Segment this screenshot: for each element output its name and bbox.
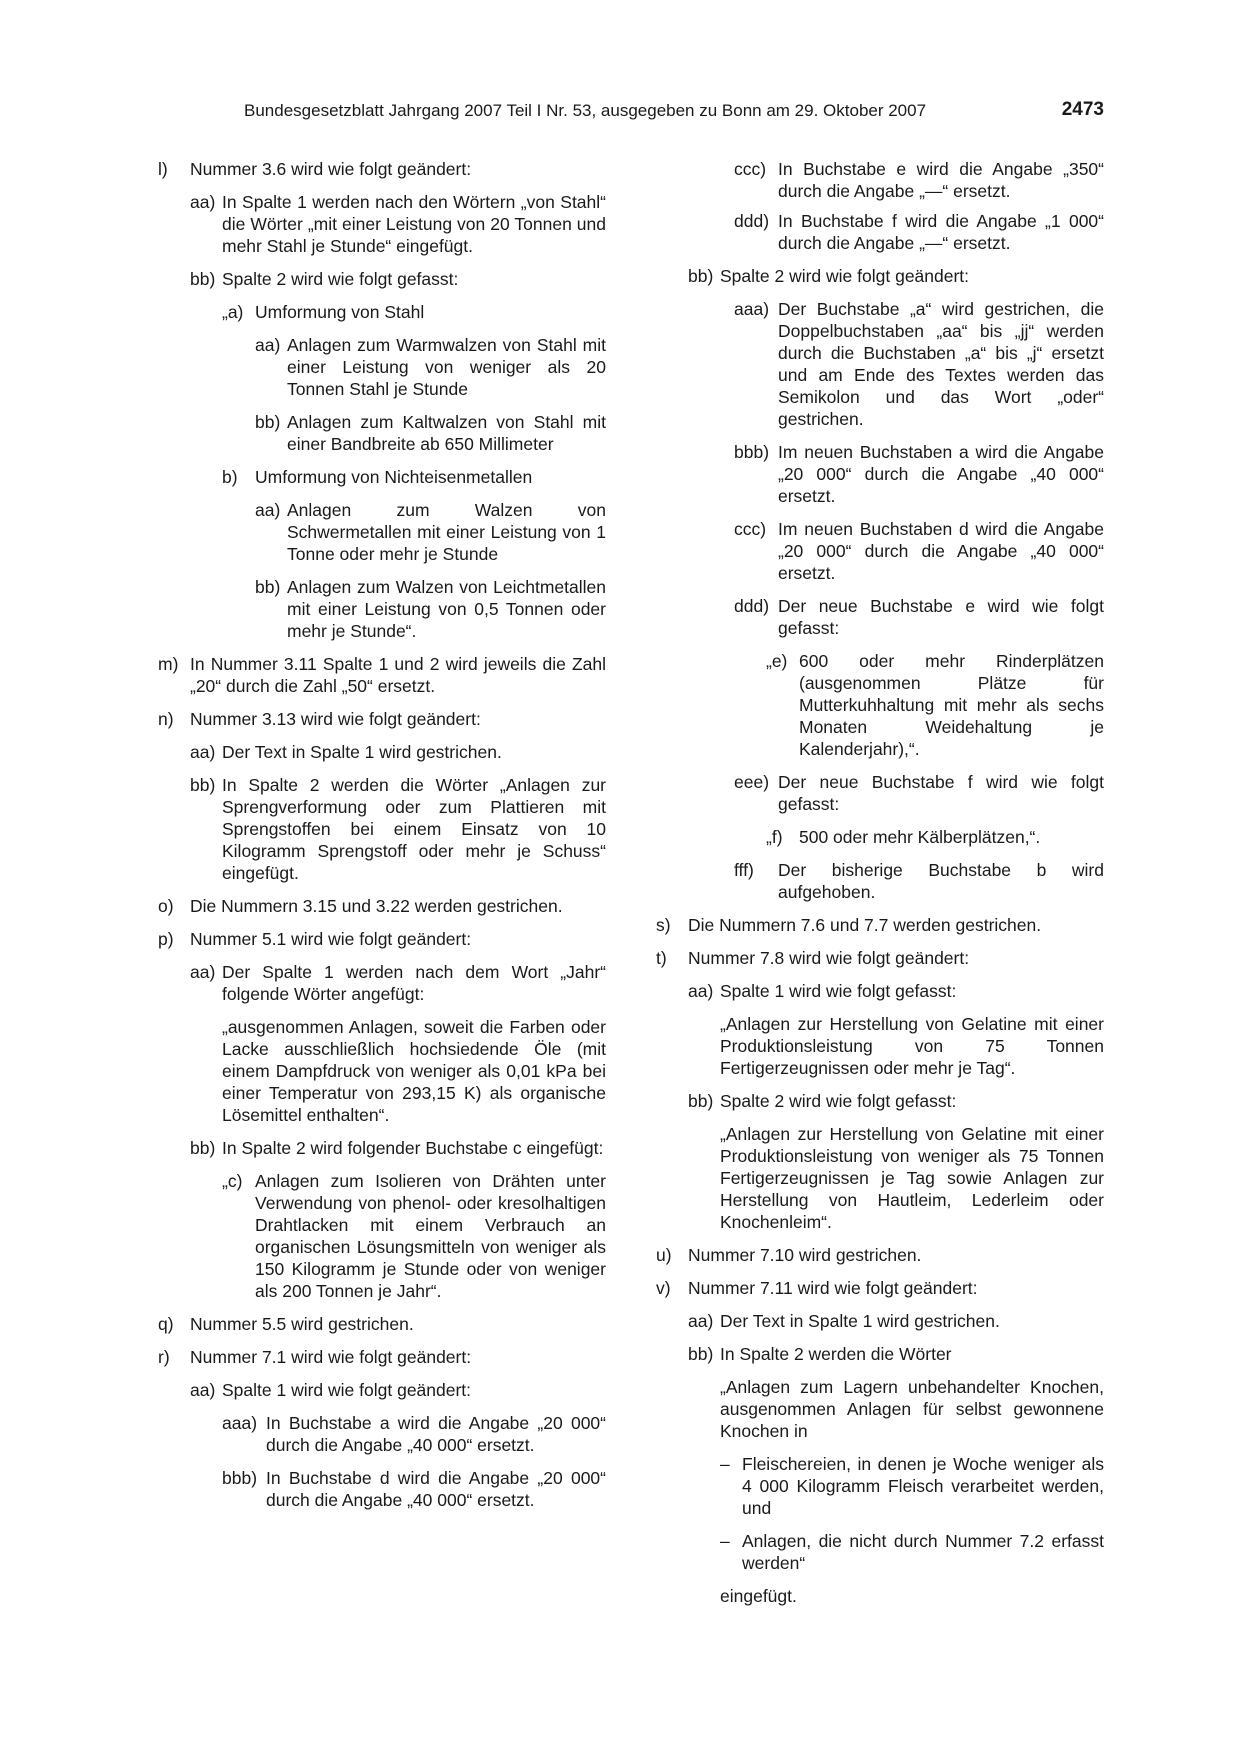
page-header (244, 100, 1104, 126)
item-text: Nummer 7.8 wird wie folgt geändert: (688, 948, 970, 968)
item-text: Nummer 5.1 wird wie folgt geändert: (190, 929, 472, 949)
item-r-aa-ccc (734, 158, 1104, 202)
item-text: Der Buchstabe „a“ wird gestrichen, die Doppelbuchstaben „aa“ bis „jj“ werden durch die Buchstaben „a“ bis „j“ ersetzt und am Ende des Textes werden das Semikolon und das Wort „oder“ gestrichen. (778, 299, 1104, 429)
item-n-bb (190, 774, 606, 884)
item-text: In Spalte 2 wird folgender Buchstabe c eingefügt: (222, 1138, 604, 1158)
item-label: b) (222, 467, 238, 487)
item-text: Anlagen zum Isolieren von Drähten unter Verwendung von phenol- oder kresolhaltigen Drahtlacken mit einem Verbrauch an organischen Lösungsmitteln von weniger als 150 Kilogramm je Stunde oder von weniger als 200 Tonnen je Jahr“. (255, 1171, 606, 1301)
item-text: In Spalte 2 werden die Wörter (720, 1344, 952, 1364)
item-r-aa-bbb (222, 1467, 606, 1511)
item-text: Anlagen, die nicht durch Nummer 7.2 erfasst werden“ (742, 1531, 1104, 1573)
right-column (656, 158, 1104, 1618)
item-label: q) (158, 1314, 174, 1334)
item-q (158, 1313, 606, 1335)
item-label: bbb) (222, 1468, 258, 1488)
item-label: ccc) (734, 519, 767, 539)
item-label: „a) (222, 302, 244, 322)
item-label: v) (656, 1278, 671, 1298)
dash-item-2 (720, 1530, 1104, 1574)
item-l-aa (190, 191, 606, 257)
item-text: Fleischereien, in denen je Woche weniger als 4 000 Kilogramm Fleisch verarbeitet werden, und (742, 1454, 1104, 1518)
item-label: bb) (190, 775, 216, 795)
item-text: Nummer 7.1 wird wie folgt geändert: (190, 1347, 472, 1367)
item-label: u) (656, 1245, 672, 1265)
item-text: Anlagen zum Warmwalzen von Stahl mit einer Leistung von weniger als 20 Tonnen Stahl je Stunde (287, 335, 606, 399)
item-text: Der Text in Spalte 1 wird gestrichen. (720, 1311, 1000, 1331)
running-title: Bundesgesetzblatt Jahrgang 2007 Teil I Nr. 53, ausgegeben zu Bonn am 29. Oktober 2007 (244, 101, 927, 120)
item-r-bb (688, 265, 1104, 287)
item-text: Umformung von Nichteisenmetallen (255, 467, 533, 487)
item-text: In Buchstabe a wird die Angabe „20 000“ durch die Angabe „40 000“ ersetzt. (266, 1413, 606, 1455)
quoted-text: „Anlagen zur Herstellung von Gelatine mit einer Produktionsleistung von 75 Tonnen Fertigerzeugnissen oder mehr je Tag“. (720, 1014, 1104, 1078)
item-label: aaa) (734, 299, 770, 319)
item-text: Nummer 3.13 wird wie folgt geändert: (190, 709, 481, 729)
item-text: Spalte 1 wird wie folgt gefasst: (720, 981, 957, 1001)
item-text: Im neuen Buchstaben d wird die Angabe „20 000“ durch die Angabe „40 000“ ersetzt. (778, 519, 1104, 583)
item-text: In Buchstabe f wird die Angabe „1 000“ durch die Angabe „—“ ersetzt. (778, 211, 1104, 253)
item-r-bb-eee (734, 771, 1104, 815)
item-r-bb-ccc (734, 518, 1104, 584)
item-label: aaa) (222, 1413, 258, 1433)
item-r-bb-aaa (734, 298, 1104, 430)
item-text: 600 oder mehr Rinderplätzen (ausgenommen Plätze für Mutterkuhhaltung mit mehr als sechs Monaten Weidehaltung je Kalenderjahr),“. (799, 651, 1104, 759)
item-text: Spalte 2 wird wie folgt gefasst: (720, 1091, 957, 1111)
item-label: ccc) (734, 159, 767, 179)
dash-bullet: – (720, 1531, 730, 1551)
item-label: bb) (255, 412, 281, 432)
item-label: bb) (688, 266, 714, 286)
item-text: Spalte 2 wird wie folgt gefasst: (222, 269, 459, 289)
item-text: Nummer 7.11 wird wie folgt geändert: (688, 1278, 978, 1298)
item-l-bb-a (222, 301, 606, 323)
item-text: Nummer 7.10 wird gestrichen. (688, 1245, 922, 1265)
item-text: Der Spalte 1 werden nach dem Wort „Jahr“ folgende Wörter angefügt: (222, 962, 606, 1004)
item-r-bb-eee-f (766, 826, 1104, 848)
item-text: Die Nummern 3.15 und 3.22 werden gestrichen. (190, 896, 563, 916)
item-label: bb) (255, 577, 281, 597)
item-label: p) (158, 929, 174, 949)
item-l (158, 158, 606, 180)
item-label: bb) (688, 1091, 714, 1111)
item-p-aa (190, 961, 606, 1005)
item-l-bb-b-bb (255, 576, 606, 642)
item-t-aa (688, 980, 1104, 1002)
item-l-bb (190, 268, 606, 290)
item-label: bb) (688, 1344, 714, 1364)
item-text: Anlagen zum Walzen von Schwermetallen mit einer Leistung von 1 Tonne oder mehr je Stunde (287, 500, 606, 564)
item-text: Umformung von Stahl (255, 302, 425, 322)
item-text: In Spalte 2 werden die Wörter „Anlagen zur Sprengverformung oder zum Plattieren mit Sprengstoffen bei einem Einsatz von 10 Kilogramm Sprengstoff oder mehr je Schuss“ eingefügt. (222, 775, 606, 883)
item-t-bb (688, 1090, 1104, 1112)
dash-item-1 (720, 1453, 1104, 1519)
closing-text: eingefügt. (720, 1586, 797, 1606)
item-label: aa) (688, 1311, 714, 1331)
item-text: Spalte 2 wird wie folgt geändert: (720, 266, 970, 286)
item-label: aa) (190, 742, 216, 762)
item-label: o) (158, 896, 174, 916)
item-l-bb-b (222, 466, 606, 488)
item-text: 500 oder mehr Kälberplätzen,“. (799, 827, 1041, 847)
item-label: aa) (688, 981, 714, 1001)
item-text: Die Nummern 7.6 und 7.7 werden gestrichen. (688, 915, 1042, 935)
item-t (656, 947, 1104, 969)
item-label: bb) (190, 269, 216, 289)
item-label: bbb) (734, 442, 770, 462)
item-label: „e) (766, 651, 788, 671)
item-l-bb-b-aa (255, 499, 606, 565)
item-r-aa (190, 1379, 606, 1401)
item-v-aa (688, 1310, 1104, 1332)
item-text: Der bisherige Buchstabe b wird aufgehoben. (778, 860, 1104, 902)
item-label: l) (158, 159, 168, 179)
item-label: fff) (734, 860, 754, 880)
item-text: Anlagen zum Walzen von Leichtmetallen mit einer Leistung von 0,5 Tonnen oder mehr je Stunde“. (287, 577, 606, 641)
item-label: „f) (766, 827, 783, 847)
item-label: m) (158, 654, 179, 674)
item-text: Spalte 1 wird wie folgt geändert: (222, 1380, 472, 1400)
item-text: Der neue Buchstabe f wird wie folgt gefasst: (778, 772, 1104, 814)
quoted-text: „ausgenommen Anlagen, soweit die Farben oder Lacke ausschließlich hochsiedende Öle (mit einem Dampfdruck von weniger als 0,01 kPa bei einer Temperatur von 293,15 K) als organische Lösemittel enthalten“. (222, 1017, 606, 1125)
item-label: aa) (255, 335, 281, 355)
item-m (158, 653, 606, 697)
dash-bullet: – (720, 1454, 730, 1474)
item-label: „c) (222, 1171, 243, 1191)
item-text: Anlagen zum Kaltwalzen von Stahl mit einer Bandbreite ab 650 Millimeter (287, 412, 606, 454)
item-text: Nummer 3.6 wird wie folgt geändert: (190, 159, 472, 179)
item-v (656, 1277, 1104, 1299)
item-text: Der Text in Spalte 1 wird gestrichen. (222, 742, 502, 762)
item-u (656, 1244, 1104, 1266)
item-text: Nummer 5.5 wird gestrichen. (190, 1314, 414, 1334)
item-label: ddd) (734, 596, 770, 616)
item-text: Der neue Buchstabe e wird wie folgt gefasst: (778, 596, 1104, 638)
item-text: In Spalte 1 werden nach den Wörtern „von Stahl“ die Wörter „mit einer Leistung von 20 Tonnen und mehr Stahl je Stunde“ eingefügt. (222, 192, 606, 256)
item-label: aa) (190, 962, 216, 982)
item-text: In Nummer 3.11 Spalte 1 und 2 wird jeweils die Zahl „20“ durch die Zahl „50“ ersetzt. (190, 654, 606, 696)
item-label: s) (656, 915, 671, 935)
item-l-bb-a-aa (255, 334, 606, 400)
item-text: In Buchstabe e wird die Angabe „350“ durch die Angabe „—“ ersetzt. (778, 159, 1104, 201)
item-text: In Buchstabe d wird die Angabe „20 000“ durch die Angabe „40 000“ ersetzt. (266, 1468, 606, 1510)
item-r-aa-ddd (734, 210, 1104, 254)
item-label: bb) (190, 1138, 216, 1158)
item-o (158, 895, 606, 917)
item-label: aa) (190, 1380, 216, 1400)
item-r (158, 1346, 606, 1368)
item-r-bb-fff (734, 859, 1104, 903)
left-column (158, 158, 606, 1522)
item-v-bb (688, 1343, 1104, 1365)
item-r-bb-ddd-e (766, 650, 1104, 760)
item-label: t) (656, 948, 667, 968)
item-r-aa-aaa (222, 1412, 606, 1456)
item-label: r) (158, 1347, 170, 1367)
item-label: ddd) (734, 211, 770, 231)
item-label: aa) (190, 192, 216, 212)
item-s (656, 914, 1104, 936)
item-p (158, 928, 606, 950)
item-text: Im neuen Buchstaben a wird die Angabe „20 000“ durch die Angabe „40 000“ ersetzt. (778, 442, 1104, 506)
item-r-bb-ddd (734, 595, 1104, 639)
item-r-bb-bbb (734, 441, 1104, 507)
quoted-text: „Anlagen zum Lagern unbehandelter Knochen, ausgenommen Anlagen für selbst gewonnene Knochen in (720, 1377, 1104, 1441)
item-n (158, 708, 606, 730)
item-label: eee) (734, 772, 770, 792)
quoted-text: „Anlagen zur Herstellung von Gelatine mit einer Produktionsleistung von weniger als 75 Tonnen Fertigerzeugnissen je Tag sowie Anlagen zur Herstellung von Hautleim, Lederleim oder Knochenleim“. (720, 1124, 1104, 1232)
item-label: aa) (255, 500, 281, 520)
item-label: n) (158, 709, 174, 729)
item-n-aa (190, 741, 606, 763)
item-p-bb-c (222, 1170, 606, 1302)
item-p-bb (190, 1137, 606, 1159)
item-l-bb-a-bb (255, 411, 606, 455)
page-number: 2473 (1061, 99, 1104, 120)
